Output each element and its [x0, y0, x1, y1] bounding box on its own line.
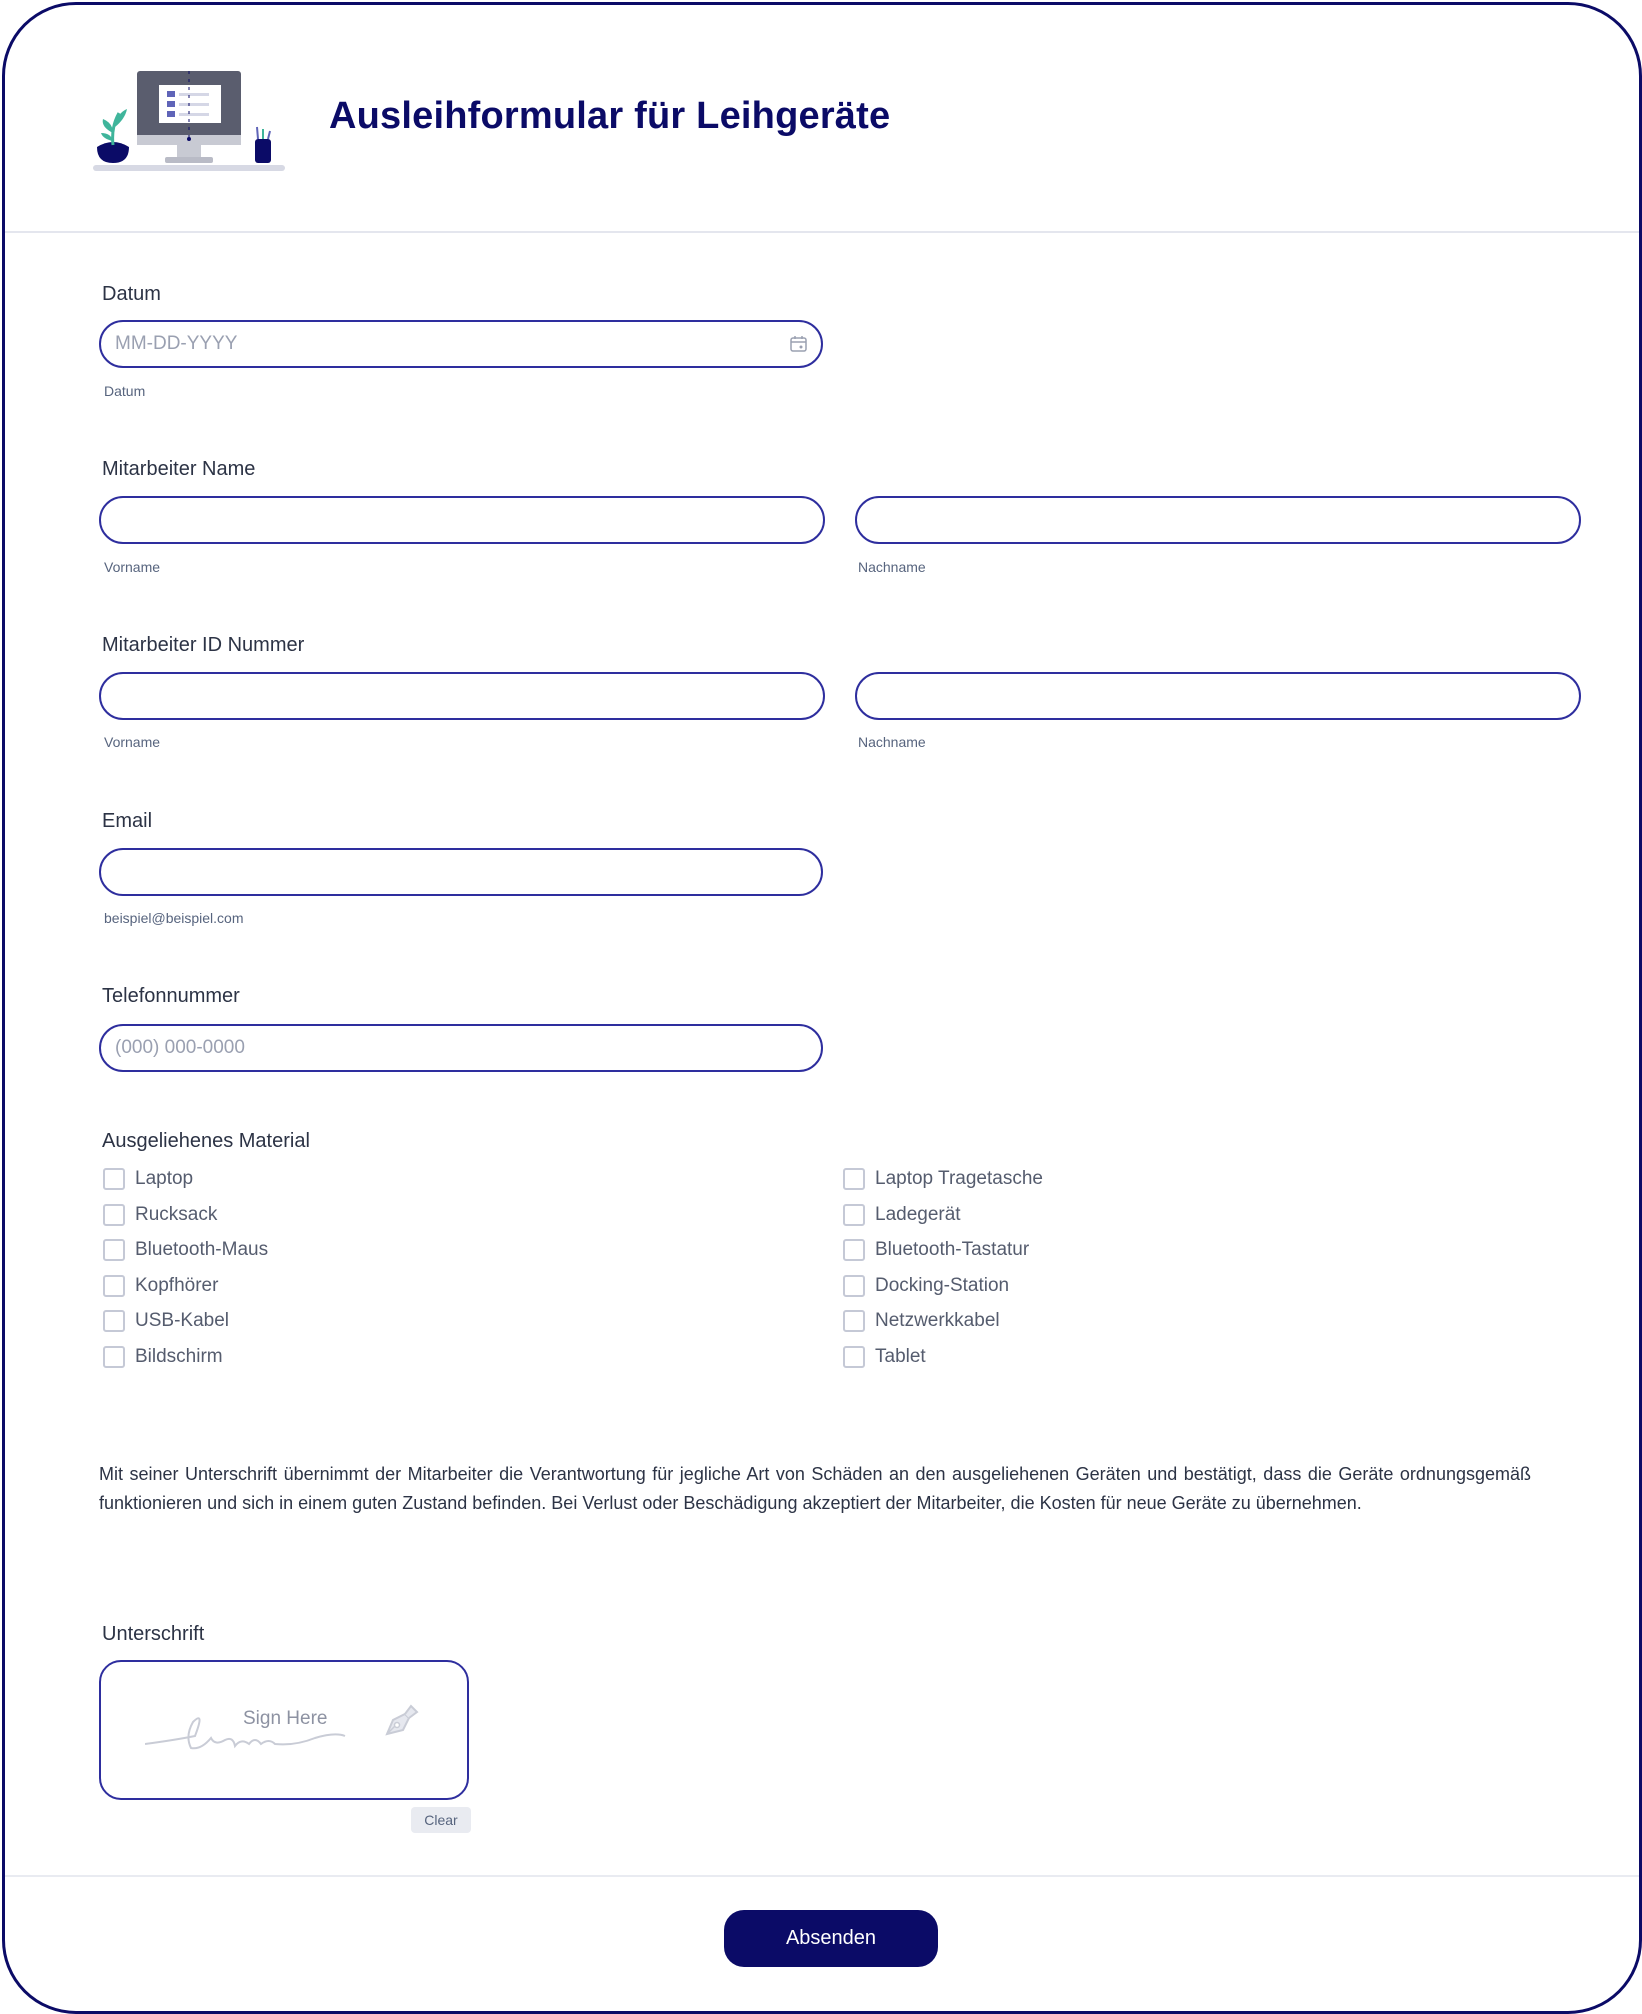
employee-id-first-input[interactable] [99, 672, 825, 720]
checkbox[interactable] [103, 1204, 125, 1226]
employee-last-name-sublabel: Nachname [858, 559, 926, 575]
material-option-usb-cable[interactable] [103, 1308, 229, 1334]
employee-first-name-input[interactable] [99, 496, 825, 544]
employee-first-name-sublabel: Vorname [104, 559, 161, 575]
clear-signature-button[interactable]: Clear [411, 1807, 471, 1833]
checkbox[interactable] [843, 1346, 865, 1368]
date-label: Datum [102, 283, 161, 305]
date-input[interactable] [99, 320, 823, 368]
material-option-label: Kopfhörer [135, 1275, 219, 1296]
material-option-rucksack[interactable] [103, 1202, 217, 1228]
material-option-bluetooth-mouse[interactable] [103, 1237, 268, 1263]
material-option-label: Bluetooth-Tastatur [875, 1239, 1030, 1260]
material-option-label: Netzwerkkabel [875, 1310, 1000, 1331]
desk-computer-illustration [91, 67, 287, 175]
material-option-label: USB-Kabel [135, 1310, 229, 1331]
signature-pad[interactable] [99, 1660, 469, 1800]
pen-nib-icon [379, 1700, 421, 1742]
phone-input[interactable] [99, 1024, 823, 1072]
material-option-label: Bluetooth-Maus [135, 1239, 269, 1260]
employee-id-label: Mitarbeiter ID Nummer [102, 634, 305, 656]
email-input[interactable] [99, 848, 823, 896]
material-option-network-cable[interactable] [843, 1308, 1000, 1334]
form-card [2, 2, 1642, 2014]
material-option-charger[interactable] [843, 1202, 961, 1228]
material-option-label: Laptop Tragetasche [875, 1168, 1043, 1189]
material-option-label: Ladegerät [875, 1204, 961, 1225]
form-title: Ausleihformular für Leihgeräte [329, 95, 891, 137]
material-label: Ausgeliehenes Material [102, 1130, 310, 1152]
email-sublabel: beispiel@beispiel.com [104, 910, 244, 926]
submit-button[interactable]: Absenden [724, 1910, 938, 1967]
form-header [5, 5, 1639, 233]
employee-id-first-sublabel: Vorname [104, 734, 161, 750]
material-option-label: Laptop [135, 1168, 194, 1189]
employee-name-label: Mitarbeiter Name [102, 458, 256, 480]
material-option-label: Tablet [875, 1346, 926, 1367]
checkbox[interactable] [103, 1239, 125, 1261]
employee-id-last-input[interactable] [855, 672, 1581, 720]
material-option-docking-station[interactable] [843, 1273, 1009, 1299]
material-option-monitor[interactable] [103, 1344, 223, 1370]
checkbox[interactable] [843, 1204, 865, 1226]
checkbox[interactable] [843, 1275, 865, 1297]
material-option-tablet[interactable] [843, 1344, 926, 1370]
checkbox[interactable] [103, 1310, 125, 1332]
signature-placeholder: Sign Here [243, 1708, 328, 1729]
checkbox[interactable] [843, 1310, 865, 1332]
material-option-bluetooth-keyboard[interactable] [843, 1237, 1029, 1263]
email-label: Email [102, 810, 153, 832]
calendar-icon[interactable] [789, 334, 809, 354]
material-option-label: Bildschirm [135, 1346, 223, 1367]
material-option-label: Docking-Station [875, 1275, 1010, 1296]
footer-divider [5, 1875, 1639, 1877]
employee-id-last-sublabel: Nachname [858, 734, 926, 750]
material-option-headphones[interactable] [103, 1273, 218, 1299]
material-option-label: Rucksack [135, 1204, 218, 1225]
checkbox[interactable] [843, 1239, 865, 1261]
date-sublabel: Datum [104, 383, 146, 399]
phone-label: Telefonnummer [102, 985, 240, 1007]
material-option-laptop[interactable] [103, 1166, 193, 1192]
terms-text: Mit seiner Unterschrift übernimmt der Mitarbeiter die Verantwortung für jegliche Art von Schäden an den ausgeliehenen Geräten und bestätigt, dass die Geräte ordnungsgemäß funktionieren und sich in einem guten Zustand befinden. Bei Verlust oder Beschädigung akzeptiert der Mitarbeiter, die Kosten für neue Geräte zu übernehmen. [99, 1464, 1531, 1513]
material-option-laptop-bag[interactable] [843, 1166, 1043, 1192]
employee-last-name-input[interactable] [855, 496, 1581, 544]
checkbox[interactable] [103, 1346, 125, 1368]
checkbox[interactable] [843, 1168, 865, 1190]
signature-label: Unterschrift [102, 1623, 205, 1645]
checkbox[interactable] [103, 1275, 125, 1297]
checkbox[interactable] [103, 1168, 125, 1190]
